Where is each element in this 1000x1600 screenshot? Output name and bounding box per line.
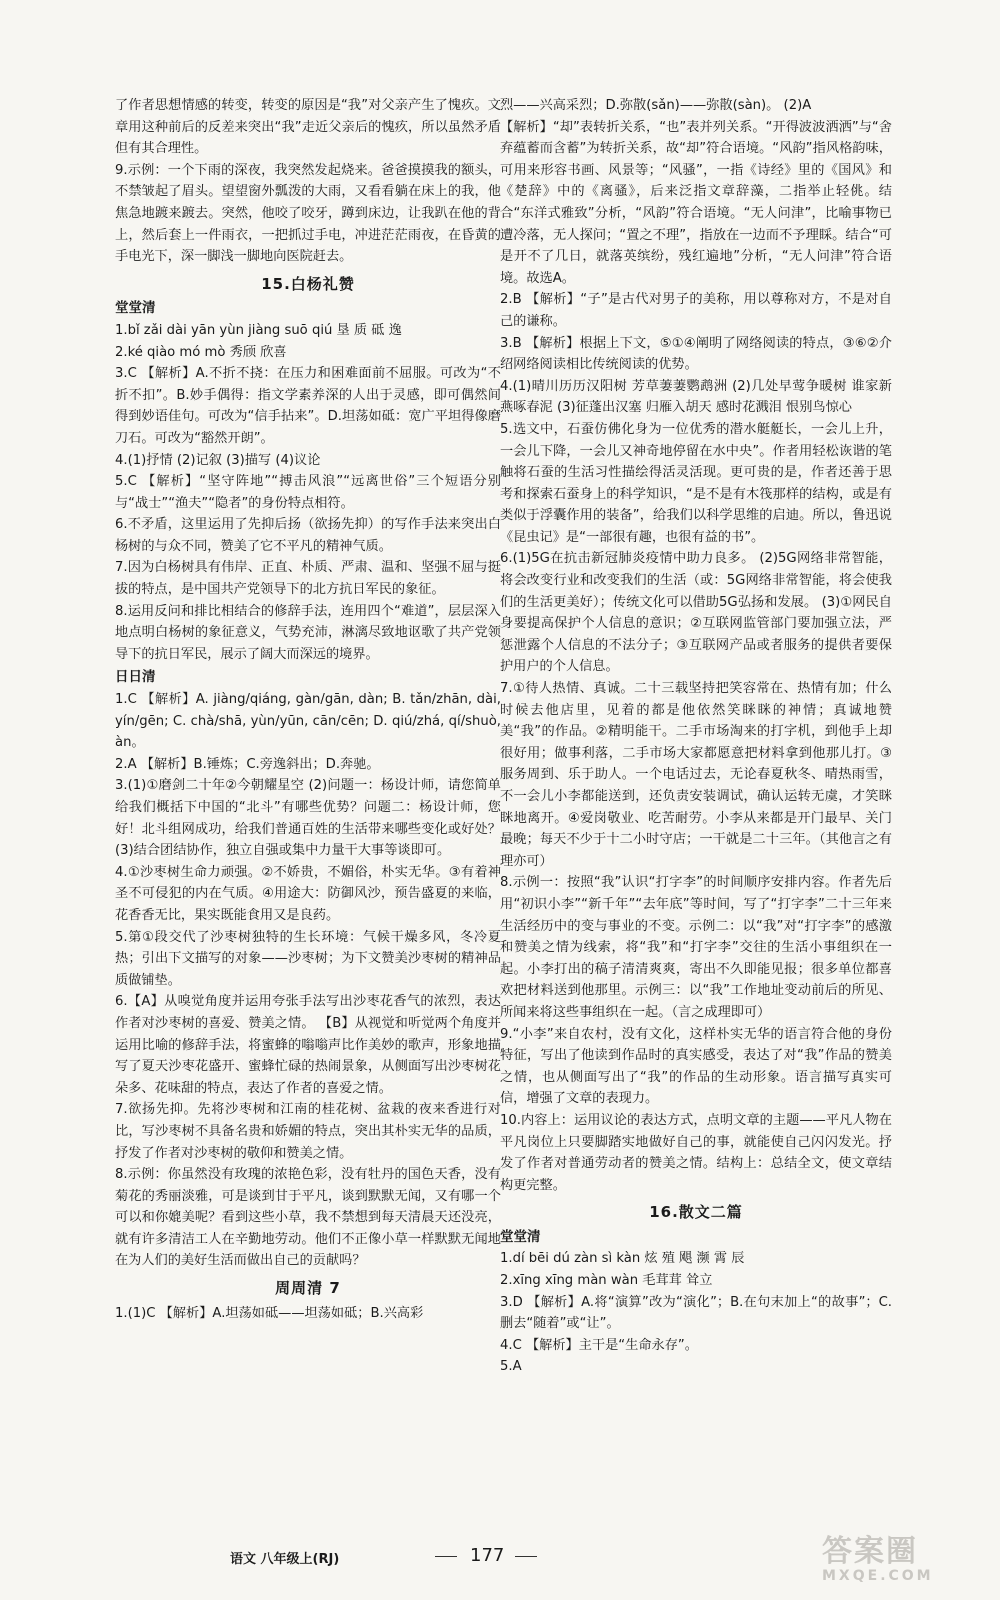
footer-subject-label: 语文 八年级上(RJ)	[230, 1552, 340, 1567]
subsection-title: 堂堂清	[115, 300, 156, 317]
answer-paragraph: 8.运用反问和排比相结合的修辞手法，连用四个“难道”，层层深入地点明白杨树的象征意义，气势充沛，淋漓尽致地讴歌了共产党领导下的抗日军民，展示了阔大而深远的境界。	[115, 603, 501, 662]
footer-dash-right	[515, 1556, 537, 1557]
section-title: 周周清 7	[275, 1279, 341, 1298]
answer-paragraph: 烈——兴高采烈；D.弥散(sǎn)——弥散(sàn)。 (2)A	[500, 98, 812, 113]
watermark-logo-text: 答案圈	[822, 1534, 918, 1569]
answer-paragraph: 2.ké qiào mó mò 秀颀 欣喜	[115, 344, 287, 360]
answer-paragraph: 8.示例一：按照“我”认识“打字李”的时间顺序安排内容。作者先后用“初识小李”“新千年”“去年底”等时间，写了“打字李”二十三年来生活经历中的变与事业的不变。示例二：以“我”对“打字李”的感激和赞美之情为线索，将“我”和“打字李”交往的生活小事组织在一起。小李打出的稿子清清爽爽，寄出不久即能见报；很多单位都喜欢把材料送到他那里。示例三：以“我”工作地址变动前后的所见、所闻来将这些事组织在一起。（言之成理即可）	[500, 875, 892, 1020]
answer-paragraph: 1.C 【解析】A. jiàng/qiáng, gàn/gān, dàn; B. tǎn/zhān, dài, yín/gēn; C. chà/shā, yùn/yūn, cān/cēn; D. qiú/zhá, qí/shuò, àn。	[115, 692, 501, 751]
right-column	[500, 95, 892, 1378]
watermark-logo-url: MXQE.COM	[822, 1568, 934, 1584]
answer-paragraph: 2.B 【解析】“子”是古代对男子的美称，用以尊称对方，不是对自己的谦称。	[500, 292, 892, 329]
answer-paragraph: 1.(1)C 【解析】A.坦荡如砥——坦荡如砥；B.兴高彩	[115, 1305, 424, 1321]
subsection-title: 日日清	[115, 669, 156, 686]
answer-paragraph: 3.(1)①磨剑二十年②今朝耀星空 (2)问题一：杨设计师，请您简单给我们概括下中国的“北斗”有哪些优势？问题二：杨设计师，您好！北斗组网成功，给我们普通百姓的生活带来哪些变化或好处？ (3)结合团结协作，独立自强或集中力量干大事等谈即可。	[115, 778, 501, 859]
left-column	[115, 95, 501, 1324]
answer-paragraph: 9.示例：一个下雨的深夜，我突然发起烧来。爸爸摸摸我的额头，不禁皱起了眉头。望望窗外瓢泼的大雨，又看看躺在床上的我，他焦急地踱来踱去。突然，他咬了咬牙，蹲到床边，让我趴在他的背上，然后套上一件雨衣，一把抓过手电，冲进茫茫雨夜，在昏黄的手电光下，深一脚浅一脚地向医院赶去。	[115, 162, 501, 265]
section-title: 15.白杨礼赞	[261, 274, 355, 293]
subsection-title: 堂堂清	[500, 1228, 541, 1245]
answer-paragraph: 了作者思想情感的转变，转变的原因是“我”对父亲产生了愧疚。文章用这种前后的反差来突出“我”走近父亲后的愧疚，所以虽然矛盾但有其合理性。	[115, 98, 501, 157]
answer-paragraph: 2.xīng xīng màn wàn 毛茸茸 耸立	[500, 1273, 713, 1289]
answer-paragraph: 5.第①段交代了沙枣树独特的生长环境：气候干燥多风，冬冷夏热；引出下文描写的对象——沙枣树；为下文赞美沙枣树的精神品质做铺垫。	[115, 929, 501, 988]
answer-paragraph: 4.C 【解析】主干是“生命永存”。	[500, 1337, 698, 1353]
answer-paragraph: 6.【A】从嗅觉角度并运用夸张手法写出沙枣花香气的浓烈，表达作者对沙枣树的喜爱、赞美之情。 【B】从视觉和听觉两个角度并运用比喻的修辞手法，将蜜蜂的嗡嗡声比作美妙的歌声，形象地描写了夏天沙枣花盛开、蜜蜂忙碌的热闹景象，从侧面写出沙枣树花朵多、花味甜的特点，表达了作者的喜爱之情。	[115, 994, 501, 1096]
answer-paragraph: 【解析】“却”表转折关系，“也”表并列关系。“开得波波洒洒”与“舍弃蕴蓄而含蓄”为转折关系，故“却”符合语境。“风韵”指风格韵味，可用来形容书画、风景等；“风骚”，一指《诗经》里的《国风》和《楚辞》中的《离骚》，后来泛指文章辞藻，二指举止轻佻。结合“东洋式雅致”分析，“风韵”符合语境。“无人问津”，比喻事物已遭冷落，无人探问；“置之不理”，指放在一边而不予理睬。结合“可是开不了几日，就落英缤纷，残红遍地”分析，“无人问津”符合语境。故选A。	[500, 119, 892, 286]
answer-paragraph: 8.示例：你虽然没有玫瑰的浓艳色彩，没有牡丹的国色天香，没有菊花的秀丽淡雅，可是谈到甘于平凡，谈到默默无闻，又有哪一个可以和你媲美呢？看到这些小草，我不禁想到每天清晨天还没亮，就有许多清洁工人在辛勤地劳动。他们不正像小草一样默默无闻地在为人们的美好生活而做出自己的贡献吗？	[115, 1167, 501, 1269]
answer-paragraph: 4.①沙枣树生命力顽强。②不娇贵，不媚俗，朴实无华。③有着神圣不可侵犯的内在气质。④用途大：防御风沙，预告盛夏的来临，花香香无比，果实既能食用又是良药。	[115, 864, 501, 923]
section-title: 16.散文二篇	[649, 1203, 743, 1222]
answer-paragraph: 5.选文中，石蚕仿佛化身为一位优秀的潜水艇艇长，一会儿上升，一会儿下降，一会儿又神奇地停留在水中央”。作者用轻松诙谐的笔触将石蚕的生活习性描绘得活灵活现。更可贵的是，作者还善于思考和探索石蚕身上的科学知识，“是不是有木筏那样的结构，或是有类似于浮囊作用的装备”，给我们以科学思维的启迪。所以，鲁迅说《昆虫记》是“一部很有趣，也很有益的书”。	[500, 421, 892, 545]
answer-paragraph: 10.内容上：运用议论的表达方式，点明文章的主题——平凡人物在平凡岗位上只要脚踏实地做好自己的事，就能使自己闪闪发光。抒发了作者对普通劳动者的赞美之情。结构上：总结全文，使文章结构更完整。	[500, 1112, 892, 1193]
page-number: 177	[470, 1545, 505, 1566]
answer-paragraph: 5.A	[500, 1359, 522, 1375]
answer-paragraph: 7.欲扬先抑。先将沙枣树和江南的桂花树、盆栽的夜来香进行对比，写沙枣树不具备名贵和娇媚的特点，突出其朴实无华的品质，抒发了作者对沙枣树的敬仰和赞美之情。	[115, 1102, 501, 1161]
answer-paragraph: 6.不矛盾，这里运用了先抑后扬（欲扬先抑）的写作手法来突出白杨树的与众不同，赞美了它不平凡的精神气质。	[115, 517, 501, 554]
answer-paragraph: 4.(1)晴川历历汉阳树 芳草萋萋鹦鹉洲 (2)几处早莺争暖树 谁家新燕啄春泥 (3)征蓬出汉塞 归雁入胡天 感时花溅泪 恨别鸟惊心	[500, 378, 892, 416]
answer-paragraph: 3.C 【解析】A.不折不挠：在压力和困难面前不屈服。可改为“不折不扣”。B.妙手偶得：指文学素养深的人出于灵感，即可偶然间得到妙语佳句。可改为“信手拈来”。D.坦荡如砥：宽广平坦得像磨刀石。可改为“豁然开朗”。	[115, 366, 501, 446]
answer-paragraph: 2.A 【解析】B.锤炼；C.旁逸斜出；D.奔驰。	[115, 756, 380, 772]
answer-paragraph: 6.(1)5G在抗击新冠肺炎疫情中助力良多。 (2)5G网络非常智能，将会改变行业和改变我们的生活（或：5G网络非常智能，将会使我们的生活更美好）；传统文化可以借助5G弘扬和发展。 (3)①网民自身要提高保护个人信息的意识；②互联网监管部门要加强立法，严惩泄露个人信息的不法分子；③互联网产品或者服务的提供者要保护用户的个人信息。	[500, 551, 892, 675]
answer-paragraph: 5.C 【解析】“坚守阵地”“搏击风浪”“远离世俗”三个短语分别与“战士”“渔夫”“隐者”的身份特点相符。	[115, 474, 501, 511]
answer-paragraph: 1.dí bēi dú zàn sì kàn 炫 殖 飓 濒 霄 辰	[500, 1251, 745, 1267]
answer-paragraph: 4.(1)抒情 (2)记叙 (3)描写 (4)议论	[115, 452, 321, 468]
answer-paragraph: 1.bǐ zǎi dài yān yùn jiàng suō qiú 垦 质 砥 逸	[115, 322, 402, 338]
answer-paragraph: 3.D 【解析】A.将“演算”改为“演化”；B.在句末加上“的故事”；C.删去“随着”或“让”。	[500, 1294, 892, 1332]
watermark-logo	[822, 1536, 982, 1588]
answer-paragraph: 9.“小李”来自农村，没有文化，这样朴实无华的语言符合他的身份特征，写出了他读到作品时的真实感受，表达了对“我”作品的赞美之情，也从侧面写出了“我”的作品的生动形象。语言描写真实可信，增强了文章的表现力。	[500, 1026, 892, 1107]
answer-paragraph: 7.①待人热情、真诚。二十三载坚持把笑容常在、热情有加；什么时候去他店里，见着的都是他依然笑眯眯的神情；真诚地赞美“我”的作品。②精明能干。二手市场淘来的打字机，到他手上却很好用；做事利落，二手市场大家都愿意把材料拿到他那儿打。③服务周到、乐于助人。一个电话过去，无论春夏秋冬、晴热雨雪，不一会儿小李都能送到，还负责安装调试，确认运转无虞，才笑眯眯地离开。④爱岗敬业、吃苦耐劳。小李从来都是开门最早、关门最晚；每天不少于十二小时守店；一干就是二十三年。（其他言之有理亦可）	[500, 681, 892, 869]
answer-paragraph: 3.B 【解析】根据上下文，⑤①④阐明了网络阅读的特点，③⑥②介绍网络阅读相比传统阅读的优势。	[500, 335, 892, 373]
footer-dash-left	[435, 1556, 457, 1557]
answer-paragraph: 7.因为白杨树具有伟岸、正直、朴质、严肃、温和、坚强不屈与挺拔的特点，是中国共产党领导下的北方抗日军民的象征。	[115, 560, 501, 598]
